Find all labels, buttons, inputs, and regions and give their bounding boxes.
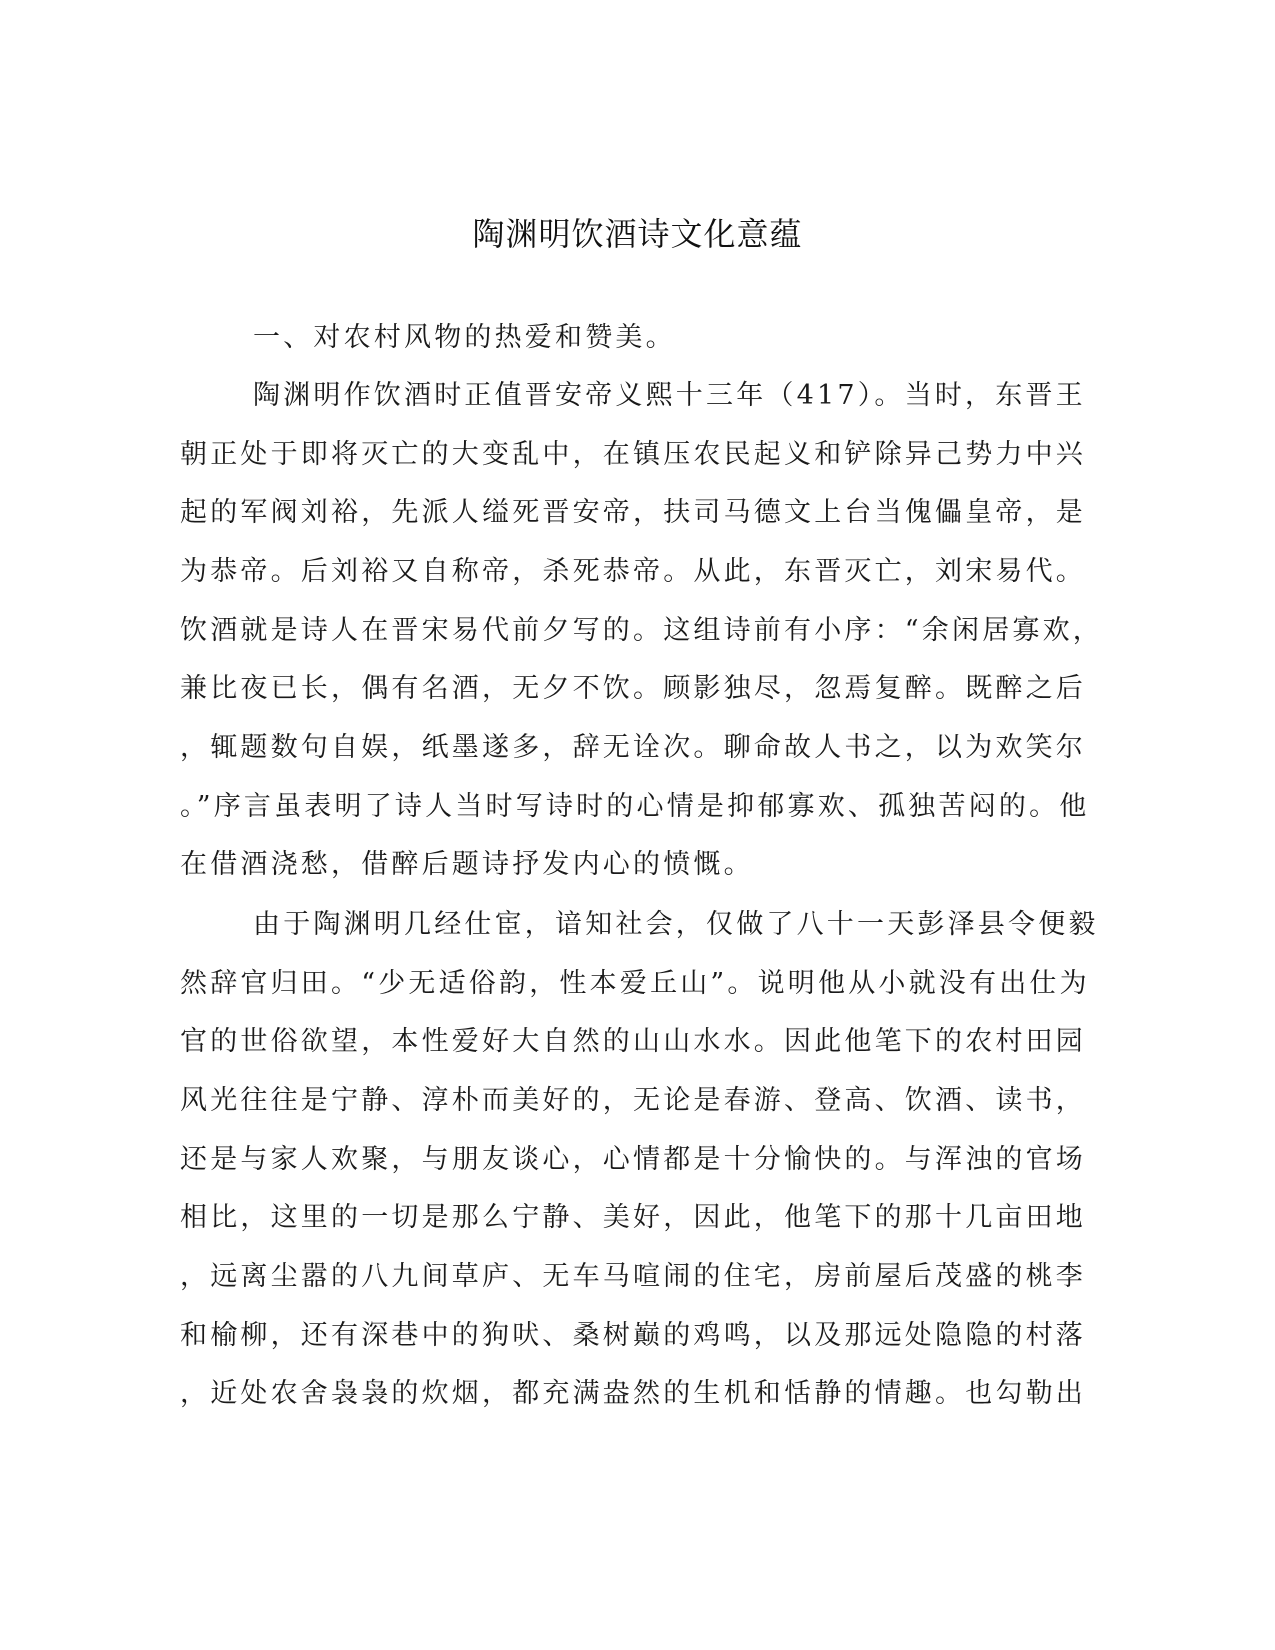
paragraph-line: 起的军阀刘裕，先派人缢死晋安帝，扶司马德文上台当傀儡皇帝，是 [180,497,1086,528]
paragraph-line: 兼比夜已长，偶有名酒，无夕不饮。顾影独尽，忽焉复醉。既醉之后 [180,673,1086,704]
paragraph-line: 官的世俗欲望，本性爱好大自然的山山水水。因此他笔下的农村田园 [180,1026,1086,1057]
paragraph-line: ，辄题数句自娱，纸墨遂多，辞无诠次。聊命故人书之，以为欢笑尔 [180,732,1086,763]
paragraph-line: ，近处农舍袅袅的炊烟，都充满盎然的生机和恬静的情趣。也勾勒出 [180,1378,1086,1409]
section-heading: 一、对农村风物的热爱和赞美。 [253,322,676,353]
paragraph-line: 为恭帝。后刘裕又自称帝，杀死恭帝。从此，东晋灭亡，刘宋易代。 [180,556,1086,587]
paragraph-line: ，远离尘嚣的八九间草庐、无车马喧闹的住宅，房前屋后茂盛的桃李 [180,1261,1086,1292]
paragraph-line: 陶渊明作饮酒时正值晋安帝义熙十三年（417）。当时，东晋王 [253,380,1086,411]
paragraph-line: 在借酒浇愁，借醉后题诗抒发内心的愤慨。 [180,849,754,880]
paragraph-line: 和榆柳，还有深巷中的狗吠、桑树巅的鸡鸣，以及那远处隐隐的村落 [180,1320,1086,1351]
paragraph-line: 朝正处于即将灭亡的大变乱中，在镇压农民起义和铲除异己势力中兴 [180,439,1086,470]
paragraph-line: 还是与家人欢聚，与朋友谈心，心情都是十分愉快的。与浑浊的官场 [180,1144,1086,1175]
paragraph-line: 风光往往是宁静、淳朴而美好的，无论是春游、登高、饮酒、读书， [180,1085,1086,1116]
paragraph-line: 。”序言虽表明了诗人当时写诗时的心情是抑郁寡欢、孤独苦闷的。他 [180,791,1090,822]
paragraph-line: 饮酒就是诗人在晋宋易代前夕写的。这组诗前有小序：“余闲居寡欢， [180,615,1104,646]
paragraph-line: 相比，这里的一切是那么宁静、美好，因此，他笔下的那十几亩田地 [180,1202,1086,1233]
document-title: 陶渊明饮酒诗文化意蕴 [472,215,803,253]
paragraph-line: 然辞官归田。“少无适俗韵，性本爱丘山”。说明他从小就没有出仕为 [180,968,1090,999]
paragraph-line: 由于陶渊明几经仕宦，谙知社会，仅做了八十一天彭泽县令便毅 [253,909,1099,940]
